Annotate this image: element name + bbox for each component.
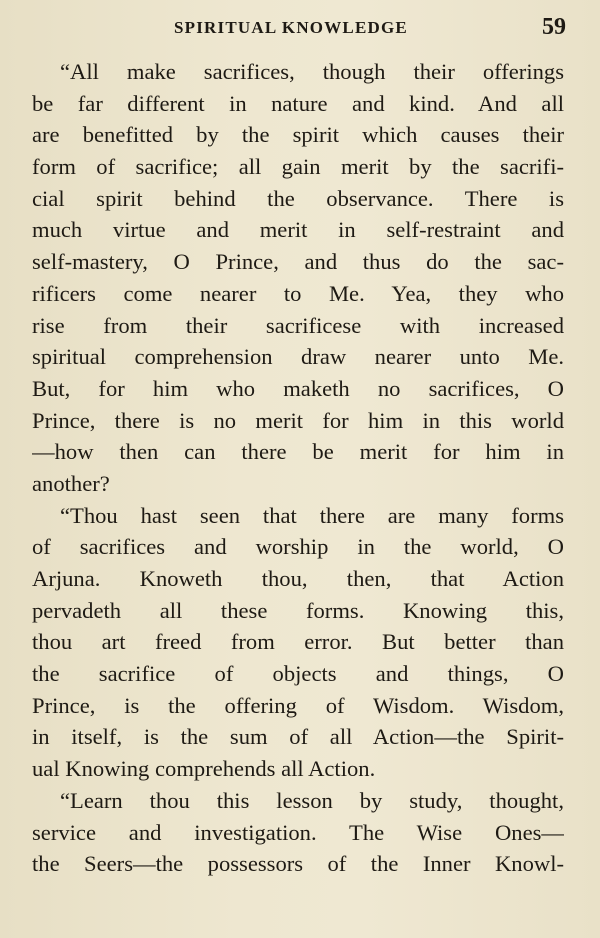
text-line: are benefitted by the spirit which causes their [32,122,564,148]
page-header [32,14,566,46]
text-line: in itself, is the sum of all Action—the Spirit- [32,724,564,750]
text-line: Arjuna. Knoweth thou, then, that Action [32,566,564,591]
text-line: “Thou hast seen that there are many forms [60,502,564,528]
text-line: “Learn thou this lesson by study, thought, [60,787,564,813]
text-line: rise from their sacrificese with increased [32,312,564,338]
text-line: much virtue and merit in self-restraint and [32,217,564,243]
text-line: self-mastery, O Prince, and thus do the sac- [32,249,564,275]
text-line: form of sacrifice; all gain merit by the sacrifi- [32,154,564,180]
text-line: rificers come nearer to Me. Yea, they who [32,280,564,306]
text-line: the sacrifice of objects and things, O [32,661,564,687]
text-line: service and investigation. The Wise Ones— [32,819,564,845]
text-line: pervadeth all these forms. Knowing this, [32,597,564,623]
text-line: spiritual comprehension draw nearer unto Me. [32,344,564,370]
text-line: of sacrifices and worship in the world, O [32,534,564,560]
text-line: Prince, is the offering of Wisdom. Wisdom, [32,692,564,718]
text-line: Prince, there is no merit for him in this world [32,407,564,433]
text-line: another? [32,470,110,496]
text-line: ual Knowing comprehends all Action. [32,756,376,782]
text-line: But, for him who maketh no sacrifices, O [32,375,564,401]
text-line: cial spirit behind the observance. There is [32,185,564,211]
running-head: SPIRITUAL KNOWLEDGE [174,18,408,37]
text-line: thou art freed from error. But better than [32,629,564,655]
text-line: be far different in nature and kind. And all [32,90,564,116]
text-line: the Seers—the possessors of the Inner Knowl- [32,851,564,877]
text-line: —how then can there be merit for him in [32,439,564,465]
page-number: 59 [542,14,566,40]
body-text [32,56,564,880]
text-line: “All make sacrifices, though their offerings [60,59,564,84]
